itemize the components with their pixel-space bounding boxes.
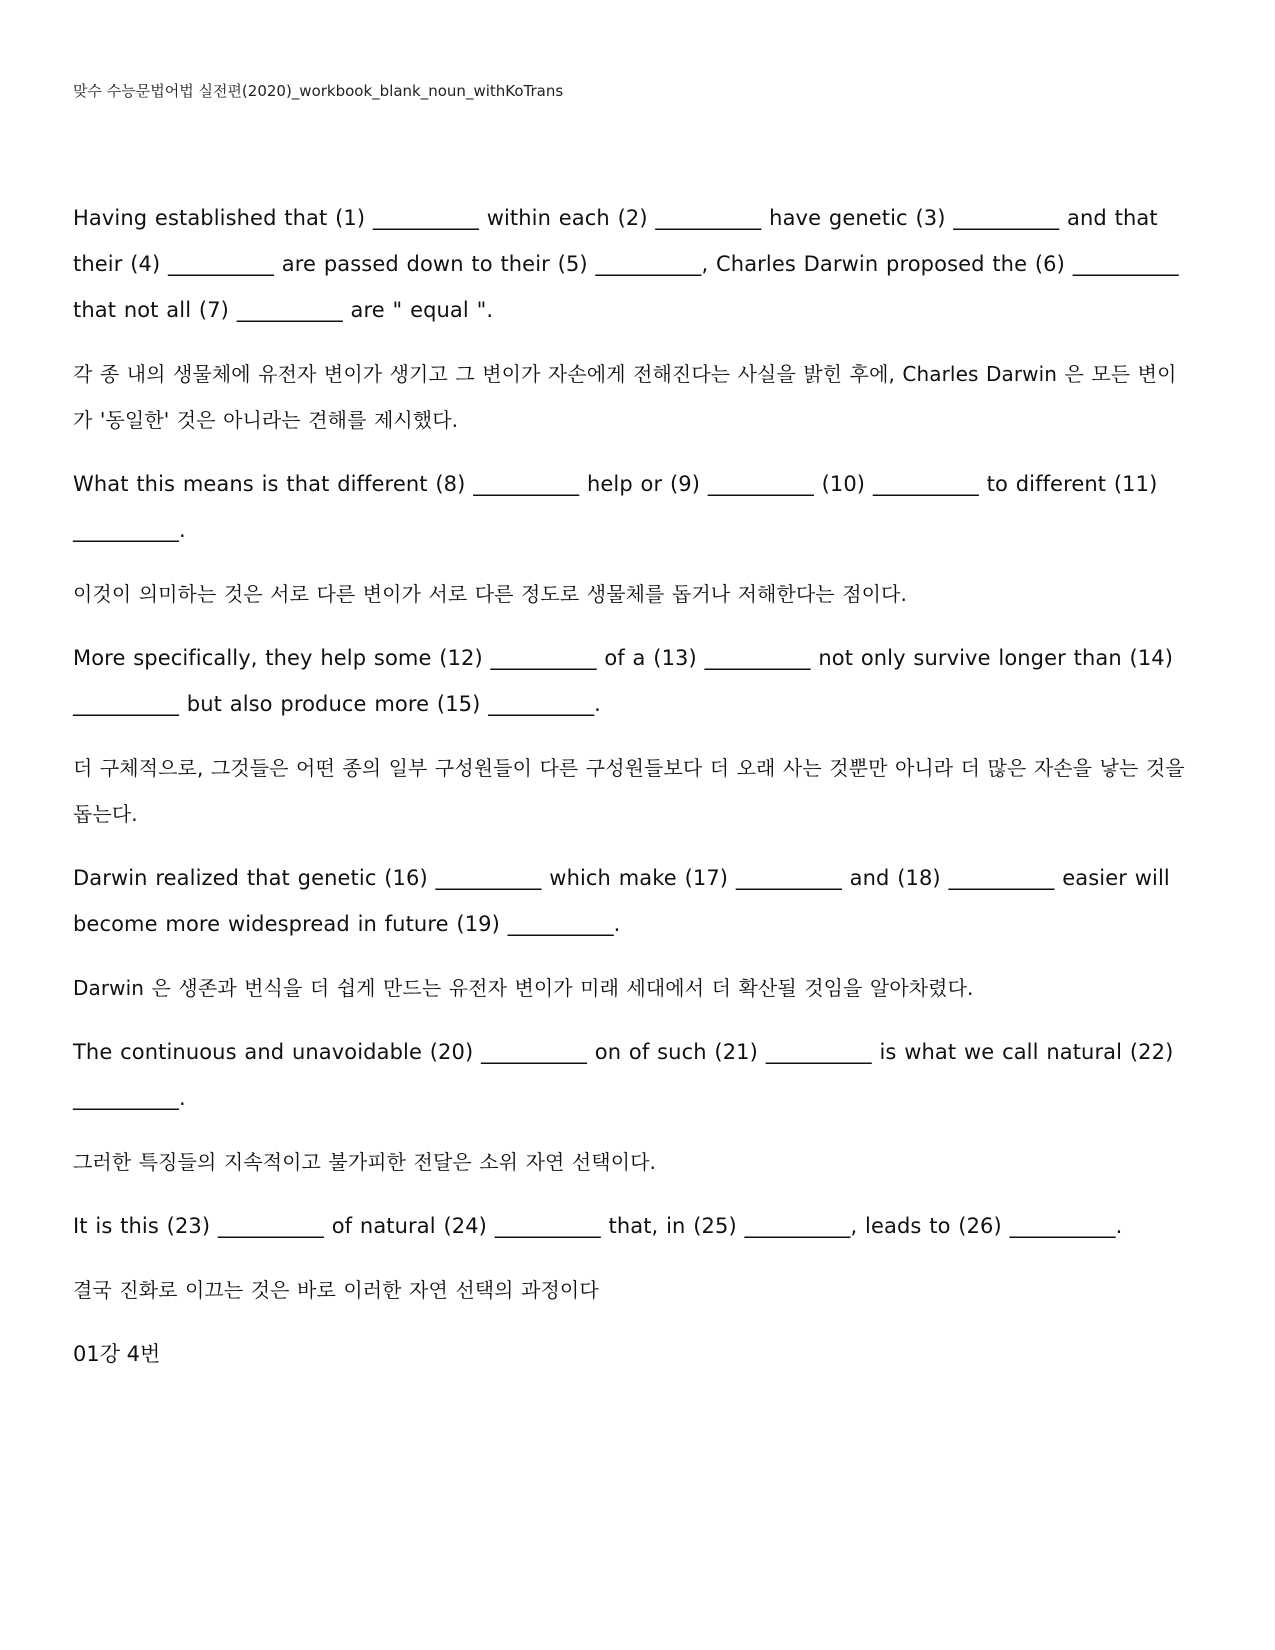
worksheet-content <box>73 195 1193 1377</box>
document-header: 맞수 수능문법어법 실전편(2020)_workbook_blank_noun_withKoTrans <box>73 82 564 100</box>
korean-translation-2: 이것이 의미하는 것은 서로 다른 변이가 서로 다른 정도로 생물체를 돕거나 저해한다는 점이다. <box>73 582 907 606</box>
lesson-reference: 01강 4번 <box>73 1342 161 1366</box>
english-sentence-4: Darwin realized that genetic (16) __________ which make (17) __________ and (18) __________ easier will become more widespread in future (19) __________. <box>73 866 1170 936</box>
english-sentence-3: More specifically, they help some (12) __________ of a (13) __________ not only survive longer than (14) __________ but also produce more (15) __________. <box>73 646 1174 716</box>
english-sentence-6: It is this (23) __________ of natural (24) __________ that, in (25) __________, leads to (26) __________. <box>73 1214 1123 1238</box>
korean-translation-1: 각 종 내의 생물체에 유전자 변이가 생기고 그 변이가 자손에게 전해진다는 사실을 밝힌 후에, Charles Darwin 은 모든 변이가 '동일한' 것은 아니라는 견해를 제시했다. <box>73 362 1177 432</box>
korean-translation-6: 결국 진화로 이끄는 것은 바로 이러한 자연 선택의 과정이다 <box>73 1278 599 1302</box>
korean-translation-3: 더 구체적으로, 그것들은 어떤 종의 일부 구성원들이 다른 구성원들보다 더 오래 사는 것뿐만 아니라 더 많은 자손을 낳는 것을 돕는다. <box>73 756 1185 826</box>
english-sentence-1: Having established that (1) __________ within each (2) __________ have genetic (3) __________ and that their (4) __________ are passed down to their (5) __________, Charles Darwin proposed the (6) __________ that not all (7) __________ are " equal ". <box>73 206 1179 322</box>
korean-translation-5: 그러한 특징들의 지속적이고 불가피한 전달은 소위 자연 선택이다. <box>73 1150 656 1174</box>
english-sentence-5: The continuous and unavoidable (20) __________ on of such (21) __________ is what we call natural (22) __________. <box>73 1040 1174 1110</box>
korean-translation-4: Darwin 은 생존과 번식을 더 쉽게 만드는 유전자 변이가 미래 세대에서 더 확산될 것임을 알아차렸다. <box>73 976 974 1000</box>
english-sentence-2: What this means is that different (8) __________ help or (9) __________ (10) __________ to different (11) __________. <box>73 472 1158 542</box>
